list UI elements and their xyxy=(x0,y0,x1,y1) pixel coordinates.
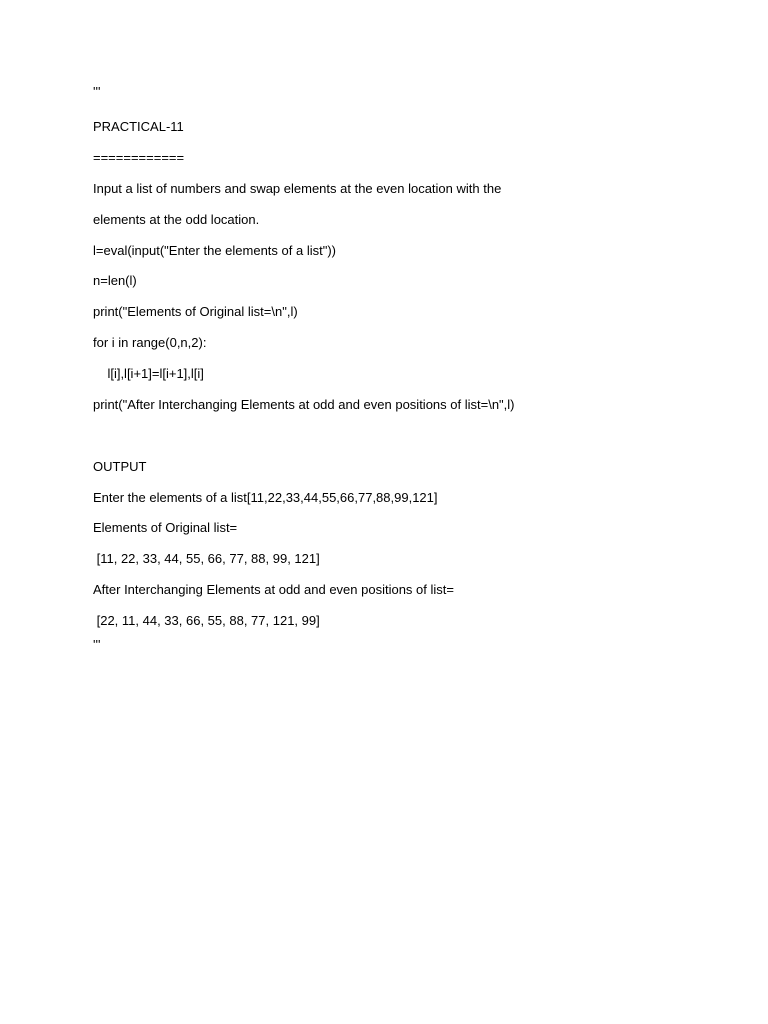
title-underline: ============ xyxy=(93,150,185,165)
code-line-length: n=len(l) xyxy=(93,273,137,288)
problem-statement-line-1: Input a list of numbers and swap elements at the even location with the xyxy=(93,181,502,196)
code-line-input: l=eval(input("Enter the elements of a list")) xyxy=(93,243,336,258)
code-line-print-original: print("Elements of Original list=\n",l) xyxy=(93,304,298,319)
output-original-label: Elements of Original list= xyxy=(93,520,238,535)
code-line-print-result: print("After Interchanging Elements at odd and even positions of list=\n",l) xyxy=(93,397,515,412)
docstring-close-marker: ''' xyxy=(93,637,101,652)
code-line-for-loop: for i in range(0,n,2): xyxy=(93,335,207,350)
problem-statement-line-2: elements at the odd location. xyxy=(93,212,260,227)
output-input-line: Enter the elements of a list[11,22,33,44,55,66,77,88,99,121] xyxy=(93,490,438,505)
output-result-list: [22, 11, 44, 33, 66, 55, 88, 77, 121, 99] xyxy=(93,613,320,628)
output-heading: OUTPUT xyxy=(93,459,147,474)
output-result-label: After Interchanging Elements at odd and even positions of list= xyxy=(93,582,454,597)
docstring-open-marker: ''' xyxy=(93,84,101,99)
practical-title: PRACTICAL-11 xyxy=(93,119,184,134)
output-original-list: [11, 22, 33, 44, 55, 66, 77, 88, 99, 121] xyxy=(93,551,320,566)
code-line-swap: l[i],l[i+1]=l[i+1],l[i] xyxy=(93,366,204,381)
